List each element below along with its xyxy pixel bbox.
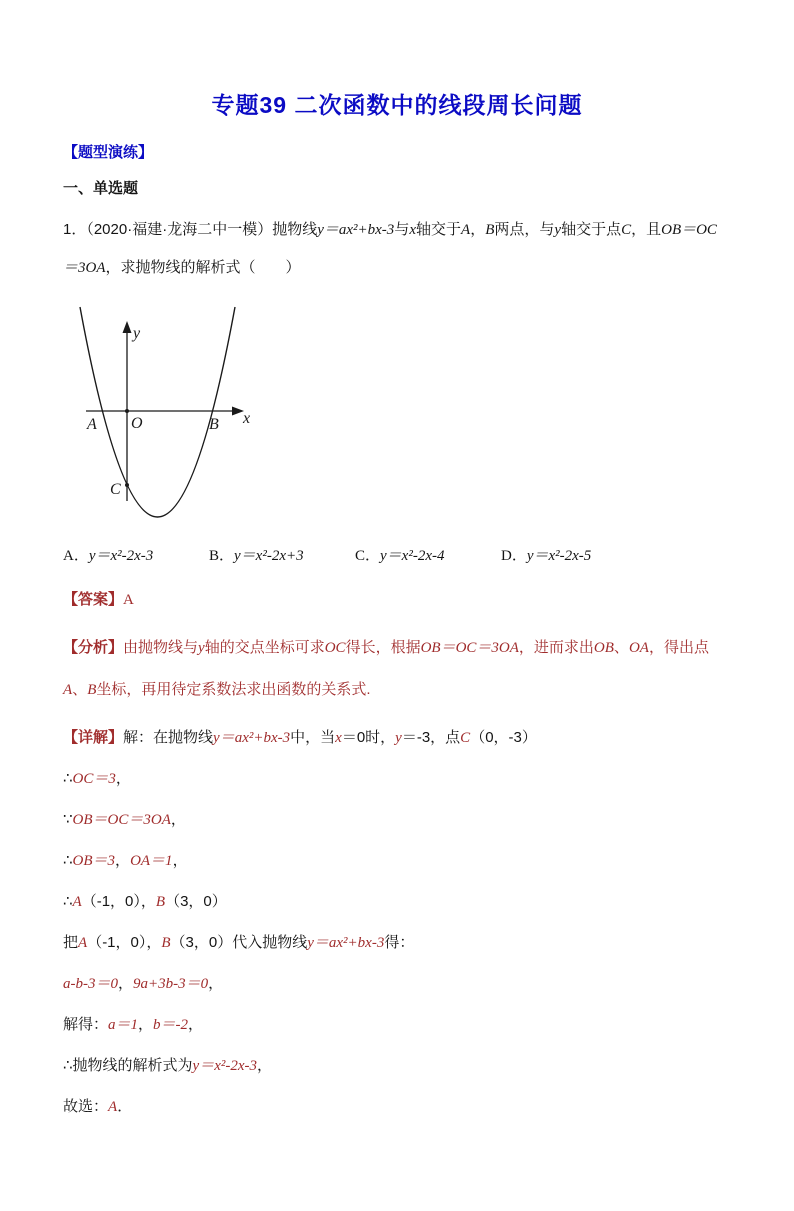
analysis-segment: ，进而求出 [518, 639, 594, 656]
solution-line [63, 767, 731, 791]
question-figure [63, 302, 731, 530]
option-b [209, 544, 355, 568]
question-segment: ， [470, 221, 486, 238]
section-header: 【题型演练】 [63, 144, 154, 161]
solution-segment: （3，0）代入抛物线 [170, 934, 308, 951]
point-b-label: B [209, 416, 219, 433]
parabola-graph [53, 302, 325, 530]
detail-label: 【详解】 [63, 729, 124, 746]
question-text [63, 211, 731, 287]
option-a-label: A． [63, 548, 89, 564]
solution-line [63, 972, 731, 996]
solution-segment: ∴ [63, 770, 73, 787]
analysis-var-oc: OC [324, 640, 346, 656]
solution-segment: ， [172, 852, 188, 869]
answer-label: 【答案】 [63, 591, 124, 608]
solution-eq: a＝1 [108, 1017, 139, 1033]
solution-segment: ， [208, 975, 224, 992]
question-var-y: y [554, 222, 562, 238]
y-axis-label: y [133, 325, 141, 342]
solution-segment: ， [118, 975, 134, 992]
solution-var: A [72, 894, 82, 910]
analysis-var-a: A [63, 682, 73, 698]
option-c-expr: y＝x²-2x-4 [380, 548, 445, 564]
solution-segment: ＝-3，点 [401, 729, 461, 746]
solution-segment: 解得： [63, 1016, 109, 1033]
solution-eq: OA＝1 [130, 853, 173, 869]
solution-segment: ． [117, 1098, 133, 1115]
question-segment: 与 [394, 221, 410, 238]
point-c-label: C [110, 481, 121, 498]
analysis-var-y: y [198, 640, 205, 656]
solution-segment: （3，0） [165, 893, 227, 910]
question-segment: ，且 [631, 221, 662, 238]
question-var-a: A [461, 222, 471, 238]
solution-line [63, 726, 731, 750]
option-c [355, 544, 501, 568]
solution-formula: y＝ax²+bx-3 [213, 730, 291, 746]
option-c-label: C． [355, 548, 381, 564]
analysis-segment: ，得出点 [648, 639, 709, 656]
question-segment: 轴交于点 [561, 221, 622, 238]
solution-block [63, 726, 731, 1119]
solution-var: B [161, 935, 171, 951]
analysis-segment: 由抛物线与 [123, 639, 199, 656]
analysis-segment: 、 [72, 681, 88, 698]
solution-segment: ， [188, 1016, 204, 1033]
analysis-segment: 得长，根据 [345, 639, 421, 656]
solution-eq: b＝-2 [153, 1017, 189, 1033]
solution-line [63, 808, 731, 832]
solution-segment: 中，当 [290, 729, 336, 746]
option-a-expr: y＝x²-2x-3 [88, 548, 154, 564]
solution-line [63, 1013, 731, 1037]
answer-value: A [123, 592, 134, 608]
solution-segment: 解：在抛物线 [123, 729, 214, 746]
origin-label: O [131, 415, 143, 432]
question-segment: 两点，与 [494, 221, 555, 238]
analysis-segment: 坐标，再用待定系数法求出函数的关系式. [96, 681, 371, 698]
y-axis-arrow-icon [123, 321, 132, 333]
solution-segment: ∴抛物线的解析式为 [63, 1057, 193, 1074]
solution-segment: ， [115, 770, 131, 787]
analysis-var-b: B [87, 682, 97, 698]
question-condition: OB＝OC＝3OA [63, 222, 717, 276]
question-segment: 1．（2020·福建·龙海二中一模）抛物线 [63, 221, 318, 238]
question-var-c: C [621, 222, 632, 238]
solution-segment: ∵ [63, 811, 73, 828]
solution-var: B [155, 894, 166, 910]
solution-var: A [78, 935, 88, 951]
analysis-label: 【分析】 [63, 639, 124, 656]
point-a-label: A [87, 416, 97, 433]
solution-eq: a-b-3＝0 [63, 976, 118, 992]
solution-line [63, 1054, 731, 1078]
solution-segment: 把 [63, 934, 79, 951]
solution-segment: ∴ [63, 893, 73, 910]
solution-line [63, 890, 731, 914]
solution-segment: （-1，0）， [87, 934, 162, 951]
question-var-b: B [485, 222, 495, 238]
solution-segment: ， [257, 1057, 273, 1074]
solution-eq: OB＝OC＝3OA [72, 812, 171, 828]
x-axis-label: x [243, 410, 251, 427]
solution-var: x [335, 730, 342, 746]
parabola-curve [80, 307, 235, 517]
subsection-title: 一、单选题 [63, 180, 139, 197]
solution-segment: 故选： [63, 1098, 109, 1115]
worksheet-page [0, 88, 794, 1119]
option-d [501, 544, 591, 568]
question-segment: 轴交于 [416, 221, 462, 238]
page-title: 专题39 二次函数中的线段周长问题 [211, 92, 583, 118]
solution-line [63, 1095, 731, 1119]
solution-segment: ＝0时， [341, 729, 396, 746]
option-b-expr: y＝x²-2x+3 [234, 548, 304, 564]
solution-segment: ， [170, 811, 186, 828]
final-answer: A [108, 1099, 118, 1115]
solution-eq: OC＝3 [72, 771, 116, 787]
question-segment: ，求抛物线的解析式（ ） [105, 259, 301, 276]
answer-line [63, 588, 731, 612]
solution-segment: ， [138, 1016, 154, 1033]
question-formula: y＝ax²+bx-3 [317, 222, 395, 238]
analysis-var-ob: OB [593, 640, 614, 656]
solution-line [63, 931, 731, 955]
solution-segment: （-1，0）， [81, 893, 156, 910]
solution-formula: y＝ax²+bx-3 [307, 935, 385, 951]
analysis-condition: OB＝OC＝3OA [420, 640, 519, 656]
solution-formula: y＝x²-2x-3 [192, 1058, 258, 1074]
solution-eq: 9a+3b-3＝0 [133, 976, 209, 992]
question-var-x: x [409, 222, 416, 238]
solution-var: C [460, 730, 471, 746]
solution-segment: 得： [384, 934, 415, 951]
solution-eq: OB＝3 [72, 853, 116, 869]
option-a [63, 544, 209, 568]
option-d-label: D． [501, 548, 527, 564]
point-c-dot [125, 483, 129, 487]
solution-segment: ， [115, 852, 131, 869]
analysis-segment: 、 [613, 639, 629, 656]
origin-point [125, 409, 129, 413]
solution-var: y [395, 730, 402, 746]
option-d-expr: y＝x²-2x-5 [526, 548, 592, 564]
solution-line [63, 849, 731, 873]
analysis-var-oa: OA [628, 640, 649, 656]
analysis-text [63, 627, 731, 711]
solution-segment: （0，-3） [470, 729, 537, 746]
options-row [63, 544, 731, 568]
solution-segment: ∴ [63, 852, 73, 869]
option-b-label: B． [209, 548, 235, 564]
analysis-segment: 轴的交点坐标可求 [204, 639, 325, 656]
